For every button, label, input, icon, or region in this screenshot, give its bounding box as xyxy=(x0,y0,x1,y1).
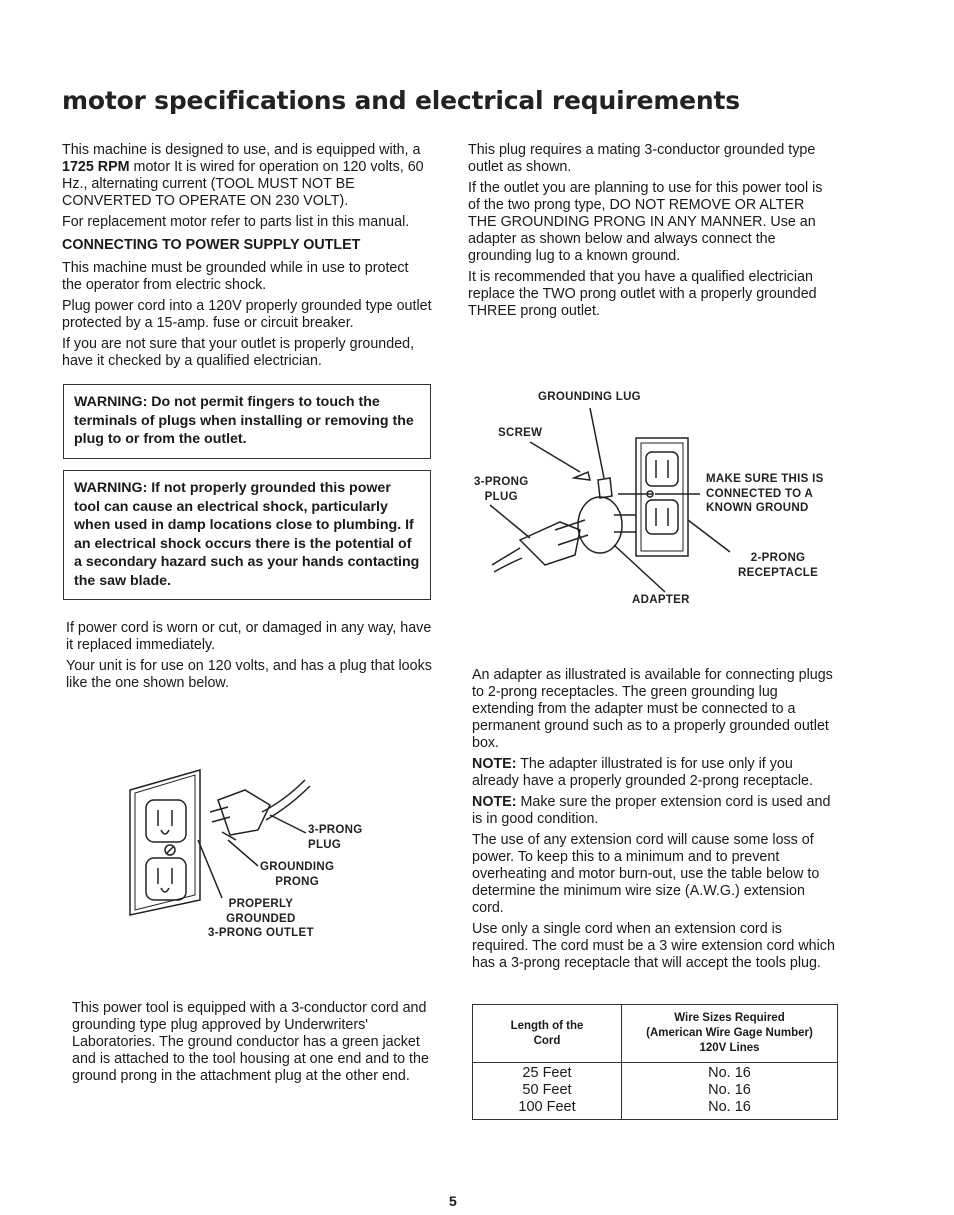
intro-paragraph xyxy=(62,142,432,210)
grounded-paragraph: This machine must be grounded while in use to protect the operator from electric shock. xyxy=(62,260,409,293)
fig1-plug-label: 3-PRONG PLUG xyxy=(308,824,363,851)
fig2-ground-label: MAKE SURE THIS IS CONNECTED TO A KNOWN GROUND xyxy=(706,473,824,514)
replacement-motor-paragraph: For replacement motor refer to parts list in this manual. xyxy=(62,214,410,230)
two-prong-paragraph: If the outlet you are planning to use for this power tool is of the two prong type, DO NOT REMOVE OR ALTER THE GROUNDING PRONG IN ANY MANNER. Use an adapter as shown below and always connect the grounding lug to a known ground. xyxy=(468,180,823,264)
header-wire-size: Wire Sizes Required (American Wire Gage Number) 120V Lines xyxy=(622,1005,838,1063)
cord-lengths-cell: 25 Feet 50 Feet 100 Feet xyxy=(473,1063,622,1120)
note-adapter-paragraph xyxy=(472,756,838,790)
fig2-adapter-label: ADAPTER xyxy=(632,594,690,606)
note-label: NOTE: xyxy=(472,756,517,772)
cord-damage-paragraph: If power cord is worn or cut, or damaged in any way, have it replaced immediately. xyxy=(66,620,432,653)
left-column-bottom xyxy=(72,1000,436,1089)
fig2-receptacle-label: 2-PRONG RECEPTACLE xyxy=(738,552,819,579)
single-cord-paragraph: Use only a single cord when an extension cord is required. The cord must be a 3 wire extension cord which has a 3-prong receptacle that will accept the tools plug. xyxy=(472,921,835,971)
fig1-outlet-label: PROPERLY GROUNDED 3-PRONG OUTLET xyxy=(208,898,314,939)
warning-box-grounding: WARNING: If not properly grounded this power tool can cause an electrical shock, particularly when used in damp locations close to plumbing. If an electrical shock occurs there is the potential of a secondary hazard such as your hands contacting the saw blade. xyxy=(63,470,431,600)
plug-shape-paragraph: Your unit is for use on 120 volts, and has a plug that looks like the one shown below. xyxy=(66,658,432,691)
header-cord-length: Length of the Cord xyxy=(473,1005,622,1063)
left-column-mid xyxy=(66,620,434,696)
wire-gauges-cell: No. 16 No. 16 No. 16 xyxy=(622,1063,838,1120)
page-title: motor specifications and electrical requirements xyxy=(62,86,740,115)
plug-cord-paragraph: Plug power cord into a 120V properly grounded type outlet protected by a 15-amp. fuse or circuit breaker. xyxy=(62,298,432,331)
note-label: NOTE: xyxy=(472,794,517,810)
warning-box-fingers: WARNING: Do not permit fingers to touch the terminals of plugs when installing or removing the plug to or from the outlet. xyxy=(63,384,431,459)
three-conductor-paragraph: This power tool is equipped with a 3-conductor cord and grounding type plug approved by Underwriters' Laboratories. The ground conductor has a green jacket and is attached to the tool housing at one end and to the ground prong in the attachment plug at the other end. xyxy=(72,1000,429,1084)
power-loss-paragraph: The use of any extension cord will cause some loss of power. To keep this to a minimum and to prevent overheating and motor burn-out, use the table below to determine the minimum wire size (A.W.G.) extension cord. xyxy=(472,832,820,916)
fig2-plug-label: 3-PRONG PLUG xyxy=(474,476,529,503)
table-header-row xyxy=(473,1005,838,1063)
note-extension-paragraph xyxy=(472,794,838,828)
intro-text: This machine is designed to use, and is equipped with, a xyxy=(62,142,421,158)
right-column-bottom xyxy=(472,667,838,976)
intro-text-cont: motor It is wired for operation on 120 volts, 60 Hz., alternating current (TOOL MUST NOT BE CONVERTED TO OPERATE ON 230 VOLT). xyxy=(62,159,424,209)
fig1-ground-label: GROUNDING PRONG xyxy=(260,861,335,888)
mating-outlet-paragraph: This plug requires a mating 3-conductor grounded type outlet as shown. xyxy=(468,142,816,175)
fig2-screw-label: SCREW xyxy=(498,427,543,439)
page-number: 5 xyxy=(449,1193,457,1209)
wire-size-table xyxy=(472,1004,838,1120)
table-row xyxy=(473,1063,838,1120)
note-text: The adapter illustrated is for use only if you already have a properly grounded 2-prong receptacle. xyxy=(472,756,813,789)
rpm-value: 1725 RPM xyxy=(62,159,130,175)
electrician-paragraph: It is recommended that you have a qualified electrician replace the TWO prong outlet with a properly grounded THREE prong outlet. xyxy=(468,269,817,319)
adapter-paragraph: An adapter as illustrated is available for connecting plugs to 2-prong receptacles. The green grounding lug extending from the adapter must be connected to a permanent ground such as to a properly grounded outlet box. xyxy=(472,667,833,751)
connecting-subhead: CONNECTING TO POWER SUPPLY OUTLET xyxy=(62,237,361,253)
outlet-check-paragraph: If you are not sure that your outlet is properly grounded, have it checked by a qualified electrician. xyxy=(62,336,415,369)
right-column-top xyxy=(468,142,834,324)
note-text: Make sure the proper extension cord is used and is in good condition. xyxy=(472,794,831,827)
fig2-lug-label: GROUNDING LUG xyxy=(538,391,641,403)
left-column-top xyxy=(62,142,432,374)
